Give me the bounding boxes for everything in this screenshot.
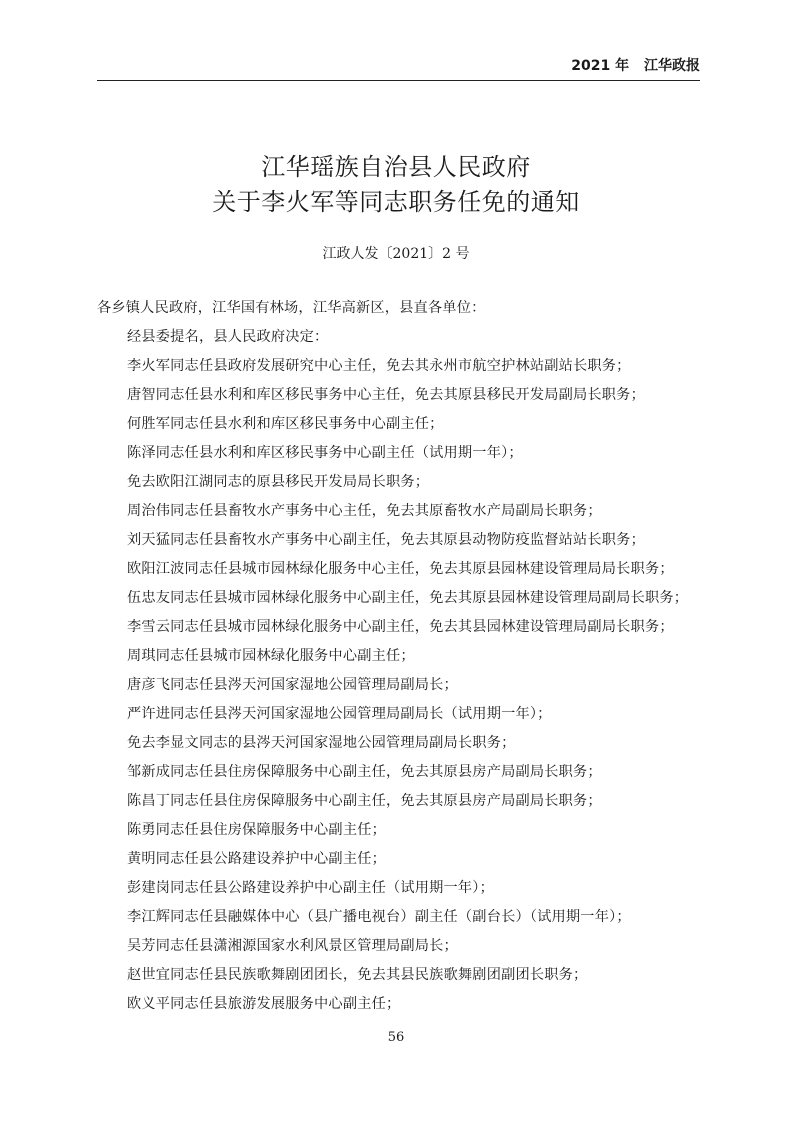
paragraph: 李江辉同志任县融媒体中心（县广播电视台）副主任（副台长）（试用期一年）； (127, 909, 631, 925)
header-rule (97, 80, 700, 81)
page-number: 56 (387, 1030, 405, 1045)
paragraph: 欧阳江波同志任县城市园林绿化服务中心主任，免去其原县园林建设管理局局长职务； (127, 561, 674, 577)
paragraph: 唐彦飞同志任县涔天河国家湿地公园管理局副局长； (127, 677, 458, 693)
paragraph: 李火军同志任县政府发展研究中心主任，免去其永州市航空护林站副站长职务； (127, 358, 631, 374)
paragraph: 吴芳同志任县潇湘源国家水利风景区管理局副局长； (127, 938, 458, 954)
paragraph: 何胜军同志任县水利和库区移民事务中心副主任； (127, 416, 444, 432)
paragraph: 周治伟同志任县畜牧水产事务中心主任，免去其原畜牧水产局副局长职务； (127, 503, 602, 519)
paragraph: 黄明同志任县公路建设养护中心副主任； (127, 851, 386, 867)
paragraph: 陈昌丁同志任县住房保障服务中心副主任，免去其原县房产局副局长职务； (127, 793, 602, 809)
paragraph: 欧义平同志任县旅游发展服务中心副主任； (127, 996, 401, 1012)
paragraph: 邹新成同志任县住房保障服务中心副主任，免去其原县房产局副局长职务； (127, 764, 602, 780)
paragraph: 伍忠友同志任县城市园林绿化服务中心副主任，免去其原县园林建设管理局副局长职务； (127, 590, 689, 606)
header-year: 2021 年 (571, 58, 630, 74)
paragraph: 严许进同志任县涔天河国家湿地公园管理局副局长（试用期一年）； (127, 706, 552, 722)
paragraph: 李雪云同志任县城市园林绿化服务中心副主任，免去其县园林建设管理局副局长职务； (127, 619, 674, 635)
paragraph: 赵世宜同志任县民族歌舞剧团团长，免去其县民族歌舞剧团副团长职务； (127, 967, 588, 983)
salutation: 各乡镇人民政府，江华国有林场，江华高新区，县直各单位： (97, 300, 486, 316)
paragraph: 陈勇同志任县住房保障服务中心副主任； (127, 822, 386, 838)
document-title-line-1: 江华瑶族自治县人民政府 (261, 153, 531, 181)
paragraph: 免去李显文同志的县涔天河国家湿地公园管理局副局长职务； (127, 735, 516, 751)
paragraph: 经县委提名，县人民政府决定： (127, 329, 329, 345)
document-number: 江政人发〔2021〕2 号 (322, 246, 470, 262)
paragraph: 唐智同志任县水利和库区移民事务中心主任，免去其原县移民开发局副局长职务； (127, 387, 645, 403)
paragraph: 刘天猛同志任县畜牧水产事务中心副主任，免去其原县动物防疫监督站站长职务； (127, 532, 645, 548)
paragraph: 周琪同志任县城市园林绿化服务中心副主任； (127, 648, 415, 664)
header-publication: 江华政报 (644, 58, 700, 74)
document-title-line-2: 关于李火军等同志职务任免的通知 (212, 188, 580, 216)
paragraph: 免去欧阳江湖同志的原县移民开发局局长职务； (127, 474, 430, 490)
page-header (0, 55, 700, 77)
paragraph: 陈泽同志任县水利和库区移民事务中心副主任（试用期一年）； (127, 445, 523, 461)
paragraph: 彭建岗同志任县公路建设养护中心副主任（试用期一年）； (127, 880, 494, 896)
